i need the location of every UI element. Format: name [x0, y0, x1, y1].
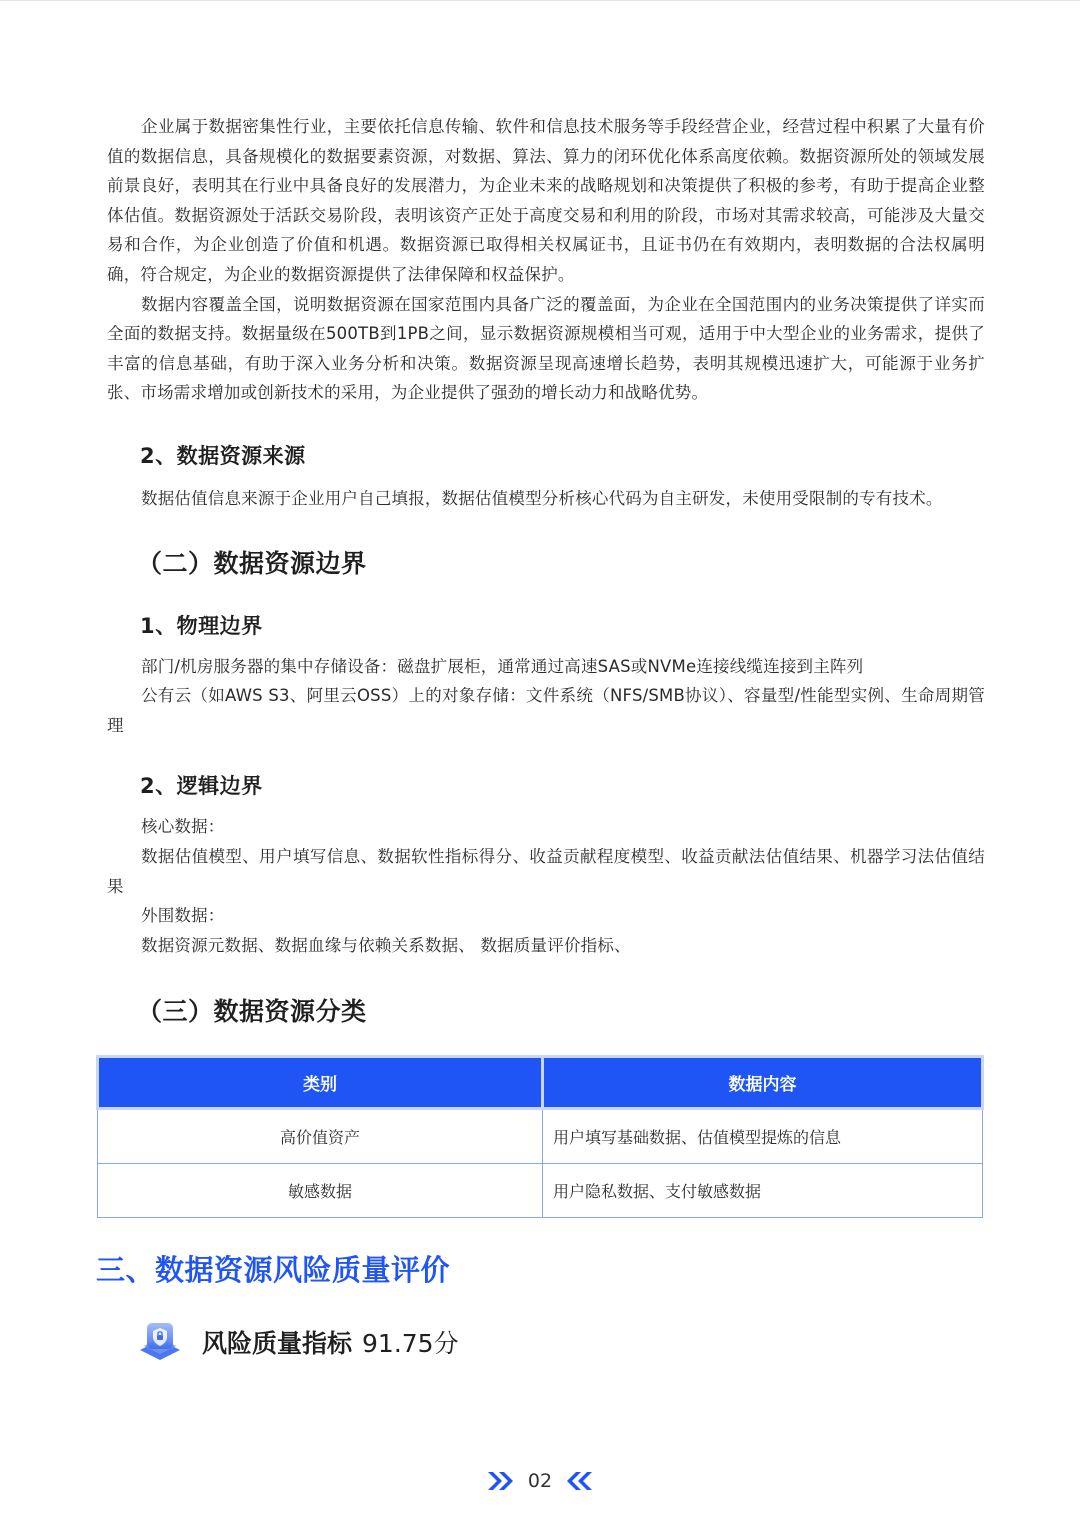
section-3-heading: 三、数据资源风险质量评价: [96, 1253, 451, 1287]
logical-boundary-heading: 2、逻辑边界: [140, 774, 263, 799]
physical-boundary-heading: 1、物理边界: [140, 613, 263, 638]
outer-data-text: 数据资源元数据、数据血缘与依赖关系数据、 数据质量评价指标、: [141, 935, 631, 955]
metric-value: 91.75分: [362, 1329, 459, 1358]
column-header-category: 类别: [98, 1057, 543, 1109]
core-data-label: 核心数据：: [141, 817, 225, 837]
page-top-edge: [0, 0, 1080, 1]
table-header-row: [98, 1057, 983, 1109]
core-data-text: 数据估值模型、用户填写信息、数据软性指标得分、收益贡献程度模型、收益贡献法估值结果、机器学习法估值结果: [107, 846, 985, 896]
table-cell: 用户填写基础数据、估值模型提炼的信息: [543, 1109, 983, 1164]
page-number: 02: [527, 1470, 553, 1492]
table-row: [98, 1109, 983, 1164]
table-cell: 用户隐私数据、支付敏感数据: [543, 1164, 983, 1218]
table-cell: 高价值资产: [98, 1109, 543, 1164]
paragraph: 数据内容覆盖全国，说明数据资源在国家范围内具备广泛的覆盖面，为企业在全国范围内的业务决策提供了详实而全面的数据支持。数据量级在500TB到1PB之间，显示数据资源规模相当可观，适用于中大型企业的业务需求，提供了丰富的信息基础，有助于深入业务分析和决策。数据资源呈现高速增长趋势，表明其规模迅速扩大，可能源于业务扩张、市场需求增加或创新技术的采用，为企业提供了强劲的增长动力和战略优势。: [107, 294, 985, 403]
column-header-content: 数据内容: [543, 1057, 983, 1109]
source-heading: 2、数据资源来源: [140, 443, 306, 468]
document-body: [107, 112, 985, 1028]
double-chevron-right-icon: [486, 1470, 516, 1492]
page-footer: [0, 1470, 1080, 1492]
table-cell: 敏感数据: [98, 1164, 543, 1218]
paragraph: 企业属于数据密集性行业，主要依托信息传输、软件和信息技术服务等手段经营企业，经营过程中积累了大量有价值的数据信息，具备规模化的数据要素资源，对数据、算法、算力的闭环优化体系高度依赖。数据资源所处的领域发展前景良好，表明其在行业中具备良好的发展潜力，为企业未来的战略规划和决策提供了积极的参考，有助于提高企业整体估值。数据资源处于活跃交易阶段，表明该资产正处于高度交易和利用的阶段，市场对其需求较高，可能涉及大量交易和合作，为企业创造了价值和机遇。数据资源已取得相关权属证书，且证书仍在有效期内，表明数据的合法权属明确，符合规定，为企业的数据资源提供了法律保障和权益保护。: [107, 117, 985, 284]
physical-line-2: 公有云（如AWS S3、阿里云OSS）上的对象存储：文件系统（NFS/SMB协议）、容量型/性能型实例、生命周期管理: [107, 686, 985, 735]
source-text: 数据估值信息来源于企业用户自己填报，数据估值模型分析核心代码为自主研发，未使用受限制的专有技术。: [141, 488, 943, 508]
classification-heading: （三）数据资源分类: [137, 997, 367, 1027]
classification-table: [96, 1055, 984, 1218]
risk-quality-metric: [136, 1318, 459, 1366]
double-chevron-left-icon: [564, 1470, 594, 1492]
metric-label: 风险质量指标: [202, 1329, 353, 1358]
table-row: [98, 1164, 983, 1218]
outer-data-label: 外围数据：: [141, 906, 225, 926]
boundary-heading: （二）数据资源边界: [137, 548, 367, 578]
physical-line-1: 部门/机房服务器的集中存储设备：磁盘扩展柜，通常通过高速SAS或NVMe连接线缆连接到主阵列: [141, 656, 864, 676]
shield-icon: [136, 1318, 184, 1366]
